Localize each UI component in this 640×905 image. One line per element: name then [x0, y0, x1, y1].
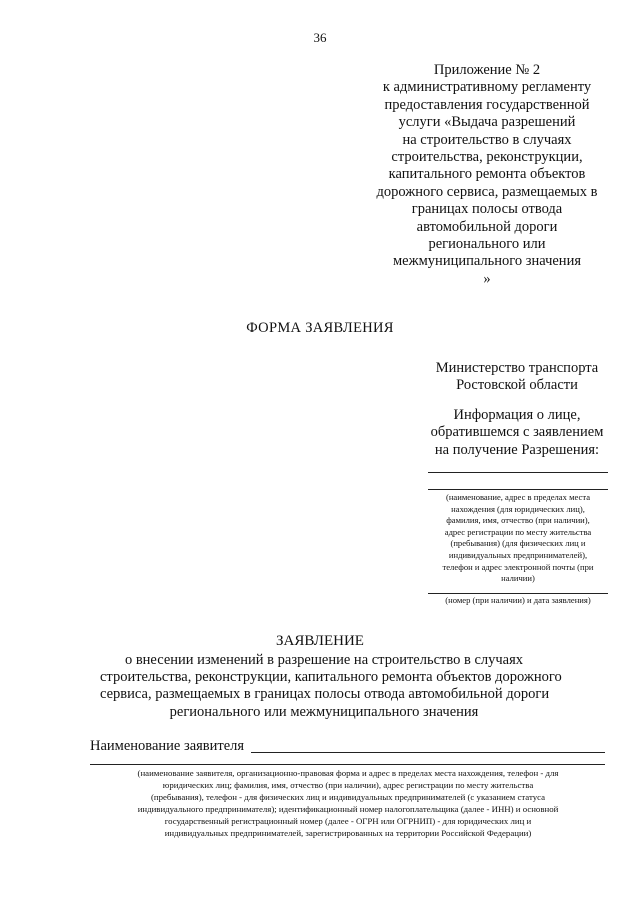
appendix-line: межмуниципального значения [393, 253, 581, 270]
statement-subtitle-line: регионального или межмуниципального значения [169, 703, 479, 720]
form-title: ФОРМА ЗАЯВЛЕНИЯ [246, 320, 394, 336]
applicant-name-field-line-2[interactable] [90, 764, 605, 765]
note-line: телефон и адрес электронной почты (при [442, 561, 594, 572]
page-number: 36 [313, 30, 327, 45]
number-date-field-line[interactable] [428, 593, 608, 594]
applicant-info-heading [400, 407, 634, 459]
applicant-note-line: (пребывания), телефон - для физических лиц и индивидуальных предпринимателей (с указанием статуса [150, 791, 546, 802]
applicant-note-line: индивидуального предпринимателя); идентификационный номер налогоплательщика (далее - ИНН) и основной [137, 803, 559, 814]
appendix-line: на строительство в случаях [402, 131, 572, 148]
note-line: (наименование, адрес в пределах места [445, 492, 591, 502]
appendix-header [360, 62, 614, 288]
appendix-line: автомобильной дороги [416, 218, 558, 235]
number-date-note: (номер (при наличии) и дата заявления) [445, 595, 591, 605]
applicant-name-field-line[interactable] [251, 752, 605, 753]
note-line: индивидуальных предпринимателей), [448, 549, 588, 560]
applicant-note-line: государственный регистрационный номер (далее - ОГРН или ОГРНИП) - для юридических лиц и [164, 815, 532, 826]
appendix-line: строительства, реконструкции, [391, 149, 583, 166]
appendix-line: дорожного сервиса, размещаемых в [376, 183, 598, 200]
appendix-line: » [483, 270, 491, 287]
applicant-note-line: индивидуальных предпринимателей, зарегистрированных на территории Российской Федерации) [164, 827, 532, 838]
appendix-line: Приложение № 2 [433, 62, 541, 78]
note-line: фамилия, имя, отчество (при наличии), [446, 515, 590, 526]
appendix-line: к административному регламенту [382, 79, 592, 96]
statement-title: ЗАЯВЛЕНИЕ [276, 633, 364, 649]
applicant-info-field-line[interactable] [428, 472, 608, 473]
appendix-line: капитального ремонта объектов [388, 166, 586, 183]
applicant-info-line: Информация о лице, [453, 407, 581, 423]
note-line: наличии) [501, 573, 535, 584]
appendix-line: границах полосы отвода [411, 201, 563, 218]
applicant-info-field-line-2[interactable] [428, 489, 608, 490]
ministry-line: Ростовской области [456, 377, 578, 394]
applicant-name-label: Наименование заявителя [90, 738, 245, 754]
statement-subtitle-line: строительства, реконструкции, капитального ремонта объектов дорожного [100, 669, 562, 686]
ministry-addressee [400, 360, 634, 395]
applicant-info-note [428, 492, 608, 585]
ministry-line: Министерство транспорта [435, 360, 599, 376]
applicant-info-line: обратившемся с заявлением [430, 424, 604, 441]
statement-subtitle [100, 652, 562, 721]
applicant-note-line: (наименование заявителя, организационно-правовая форма и адрес в пределах места нахождения, телефон - для [137, 768, 559, 778]
appendix-line: регионального или [428, 236, 546, 253]
note-line: (пребывания) (для физических лиц и [450, 538, 586, 549]
applicant-note [86, 768, 610, 839]
statement-subtitle-line: о внесении изменений в разрешение на строительство в случаях [124, 652, 524, 668]
note-line: адрес регистрации по месту жительства [444, 526, 592, 537]
note-line: нахождения (для юридических лиц), [451, 503, 585, 514]
applicant-info-line: на получение Разрешения: [434, 441, 600, 458]
statement-subtitle-line: сервиса, размещаемых в границах полосы отвода автомобильной дороги [100, 686, 550, 703]
applicant-note-line: юридических лиц; фамилия, имя, отчество (при наличии), адрес регистрации по месту жительства [162, 779, 534, 790]
appendix-line: услуги «Выдача разрешений [398, 114, 576, 131]
appendix-line: предоставления государственной [384, 96, 590, 113]
